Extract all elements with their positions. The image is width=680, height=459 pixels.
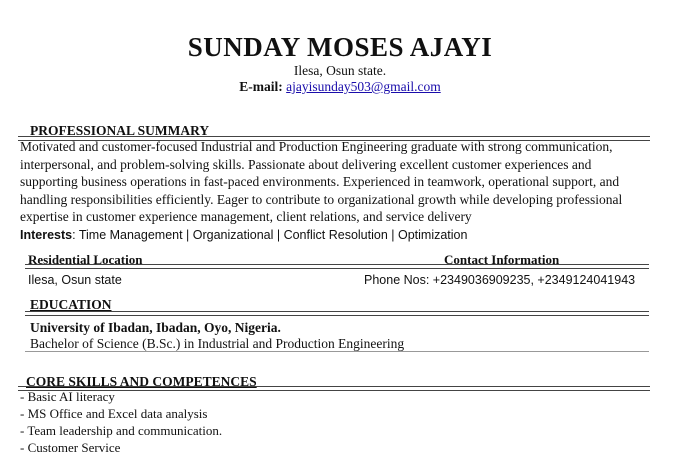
summary-line: handling responsibilities efficiently. Eager to contribute to organizational growth while developing professional — [20, 191, 623, 207]
education-title: EDUCATION — [30, 297, 112, 312]
contact-information-header: Contact Information — [444, 252, 560, 267]
candidate-location: Ilesa, Osun state. — [293, 63, 387, 78]
interests-label: Interests — [20, 228, 73, 242]
skill-item: - Basic AI literacy — [20, 389, 115, 404]
summary-line: expertise in customer experience management, client relations, and service delivery — [20, 209, 472, 224]
phone-numbers — [364, 272, 635, 288]
summary-line: interpersonal, and problem-solving skills. Passionate about delivering excellent customer experiences and — [20, 156, 592, 172]
skill-item: - Customer Service — [20, 440, 121, 455]
education-degree: Bachelor of Science (B.Sc.) in Industrial and Production Engineering — [30, 336, 405, 351]
phone-value: : +2349036909235, +2349124041943 — [425, 273, 636, 287]
interests-line — [20, 227, 467, 243]
summary-line: supporting business operations in fast-paced environments. Experienced in teamwork, operational support, and — [20, 174, 620, 189]
core-skills-title: CORE SKILLS AND COMPETENCES — [26, 374, 257, 389]
professional-summary-title: PROFESSIONAL SUMMARY — [30, 123, 210, 138]
interests-value: : Time Management | Organizational | Conflict Resolution | Optimization — [72, 228, 468, 242]
skill-item: - Team leadership and communication. — [20, 423, 223, 438]
summary-paragraph — [20, 138, 660, 226]
email-line — [0, 78, 680, 95]
skills-list — [20, 388, 222, 456]
residential-location-value: Ilesa, Osun state — [28, 273, 122, 287]
summary-line: Motivated and customer-focused Industrial and Production Engineering graduate with strong communication, — [20, 139, 613, 154]
table-divider — [25, 264, 649, 269]
education-institution: University of Ibadan, Ibadan, Oyo, Nigeria. — [30, 320, 281, 335]
residential-location-header: Residential Location — [28, 252, 143, 267]
skill-item: - MS Office and Excel data analysis — [20, 406, 208, 421]
candidate-name: SUNDAY MOSES AJAYI — [187, 32, 493, 62]
education-end-divider — [25, 351, 649, 352]
email-label: E-mail: — [239, 79, 283, 94]
email-link[interactable]: ajayisunday503@gmail.com — [286, 79, 441, 94]
section-divider — [25, 311, 649, 316]
phone-label: Phone Nos — [364, 273, 426, 287]
